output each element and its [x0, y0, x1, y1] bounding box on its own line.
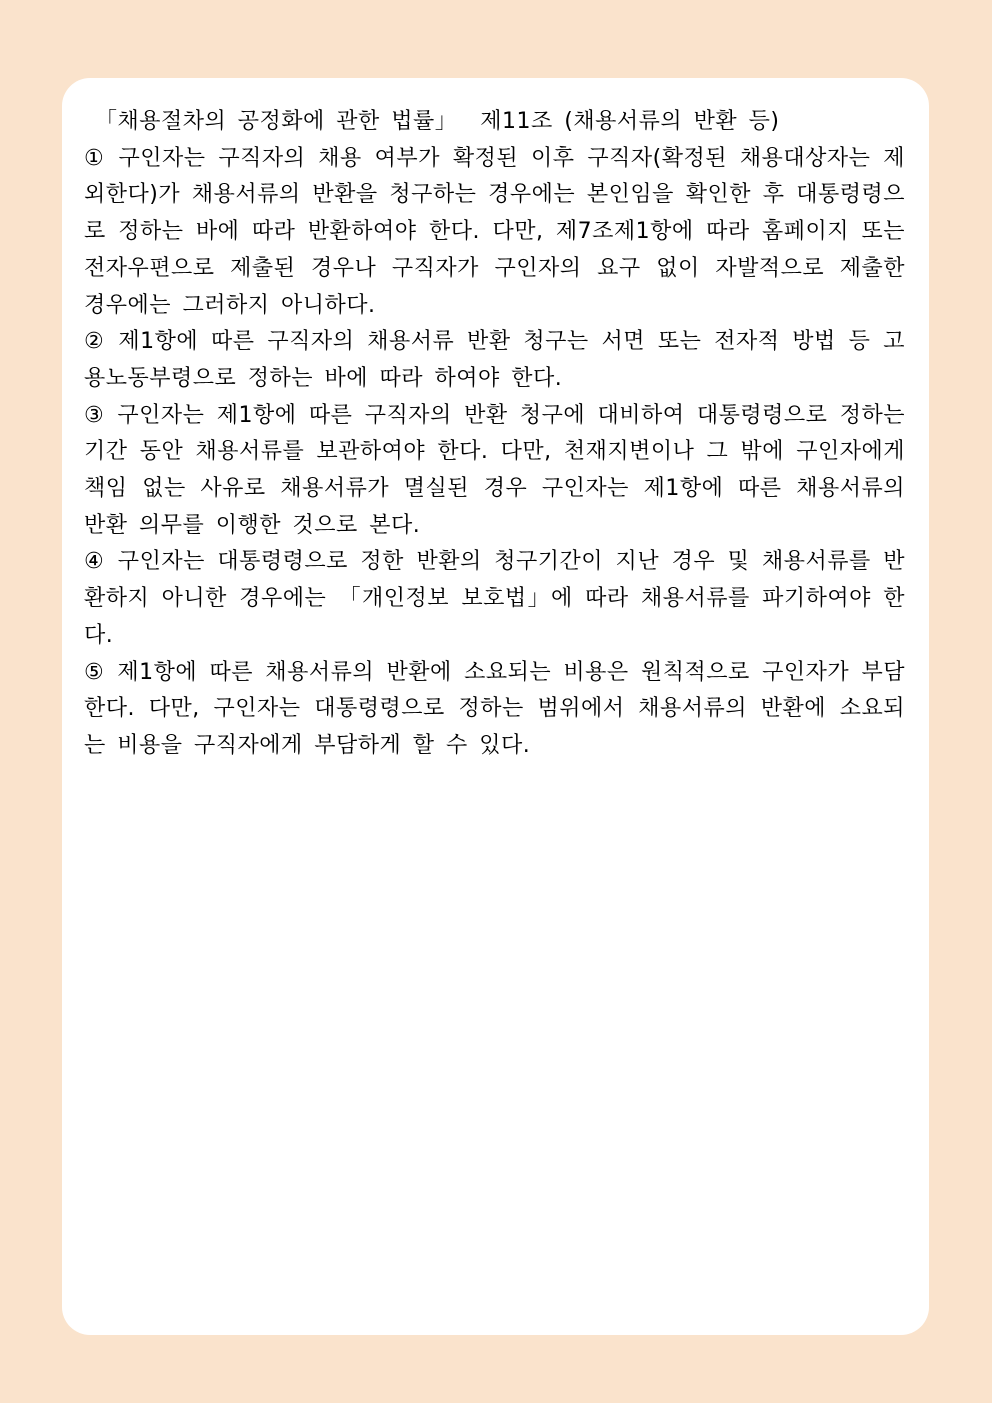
- clause-1: ① 구인자는 구직자의 채용 여부가 확정된 이후 구직자(확정된 채용대상자는 제외한다)가 채용서류의 반환을 청구하는 경우에는 본인임을 확인한 후 대통령령으로 정하는 바에 따라 반환하여야 한다. 다만, 제7조제1항에 따라 홈페이지 또는 전자우편으로 제출된 경우나 구직자가 구인자의 요구 없이 자발적으로 제출한 경우에는 그러하지 아니하다.: [84, 145, 905, 318]
- clause-3: ③ 구인자는 제1항에 따른 구직자의 반환 청구에 대비하여 대통령령으로 정하는 기간 동안 채용서류를 보관하여야 한다. 다만, 천재지변이나 그 밖에 구인자에게 책임 없는 사유로 채용서류가 멸실된 경우 구인자는 제1항에 따른 채용서류의 반환 의무를 이행한 것으로 본다.: [84, 402, 905, 538]
- clause-2: ② 제1항에 따른 구직자의 채용서류 반환 청구는 서면 또는 전자적 방법 등 고용노동부령으로 정하는 바에 따라 하여야 한다.: [84, 329, 905, 391]
- document-card: [62, 78, 929, 1335]
- clause-4: ④ 구인자는 대통령령으로 정한 반환의 청구기간이 지난 경우 및 채용서류를 반환하지 아니한 경우에는 「개인정보 보호법」에 따라 채용서류를 파기하여야 한다.: [84, 549, 905, 648]
- document-title: 「채용절차의 공정화에 관한 법률」 제11조 (채용서류의 반환 등): [95, 109, 780, 134]
- clause-5: ⑤ 제1항에 따른 채용서류의 반환에 소요되는 비용은 원칙적으로 구인자가 부담한다. 다만, 구인자는 대통령령으로 정하는 범위에서 채용서류의 반환에 소요되는 비용을 구직자에게 부담하게 할 수 있다.: [84, 659, 905, 758]
